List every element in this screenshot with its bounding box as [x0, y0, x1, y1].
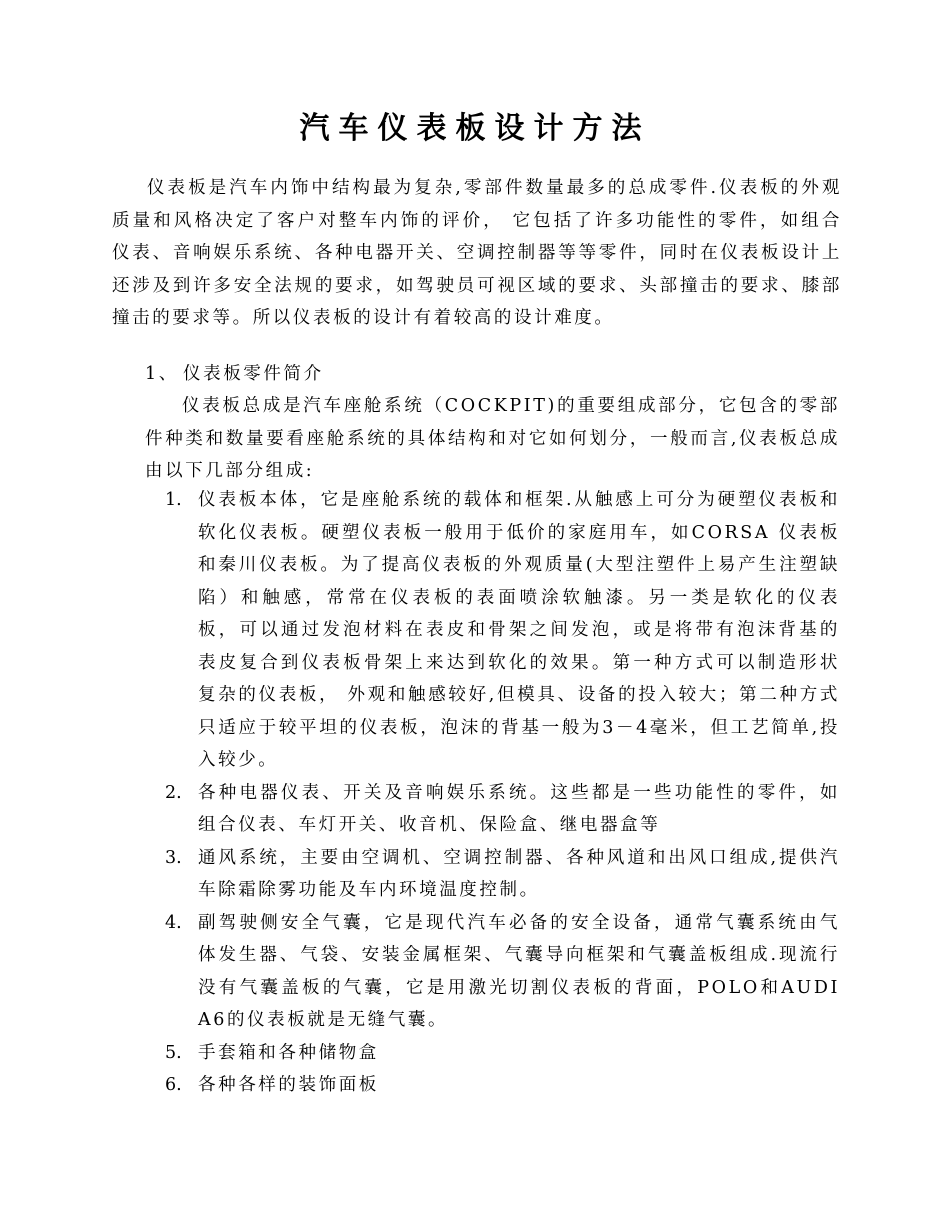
list-item	[165, 777, 840, 842]
list-item-number: 4.	[165, 912, 182, 933]
list-item-number: 3.	[165, 847, 182, 868]
list-item	[165, 1069, 840, 1102]
list-item	[165, 484, 840, 777]
list-item-text: 副驾驶侧安全气囊，它是现代汽车必备的安全设备，通常气囊系统由气体发生器、气袋、安装金属框架、气囊导向框架和气囊盖板组成.现流行没有气囊盖板的气囊，它是用激光切割仪表板的背面，POLO和AUDI A6的仪表板就是无缝气囊。	[198, 912, 840, 1030]
list-item-text: 手套箱和各种储物盒	[198, 1042, 379, 1063]
list-item-text: 各种电器仪表、开关及音响娱乐系统。这些都是一些功能性的零件，如组合仪表、车灯开关、收音机、保险盒、继电器盒等	[198, 782, 840, 835]
document-title: 汽车仪表板设计方法	[299, 111, 651, 146]
section-heading	[145, 360, 324, 385]
list-item-text: 各种各样的装饰面板	[198, 1075, 379, 1095]
section-number: 1、	[145, 364, 179, 384]
list-item	[165, 842, 840, 907]
list-item	[165, 907, 840, 1037]
list-item-number: 5.	[165, 1042, 182, 1063]
intro-paragraph: 仪表板是汽车内饰中结构最为复杂,零部件数量最多的总成零件.仪表板的外观质量和风格决定了客户对整车内饰的评价， 它包括了许多功能性的零件，如组合仪表、音响娱乐系统、各种电器开关、空调控制器等等零件，同时在仪表板设计上还涉及到许多安全法规的要求，如驾驶员可视区域的要求、头部撞击的要求、膝部撞击的要求等。所以仪表板的设计有着较高的设计难度。	[112, 178, 842, 328]
list-item-text: 仪表板本体，它是座舱系统的载体和框架.从触感上可分为硬塑仪表板和软化仪表板。硬塑仪表板一般用于低价的家庭用车，如CORSA 仪表板和秦川仪表板。为了提高仪表板的外观质量(大型注塑件上易产生注塑缺陷）和触感，常常在仪表板的表面喷涂软触漆。另一类是软化的仪表板，可以通过发泡材料在表皮和骨架之间发泡，或是将带有泡沫背基的表皮复合到仪表板骨架上来达到软化的效果。第一种方式可以制造形状复杂的仪表板， 外观和触感较好,但模具、设备的投入较大；第二种方式只适应于较平坦的仪表板，泡沫的背基一般为3－4毫米，但工艺简单,投入较少。	[198, 490, 840, 770]
list-item-number: 2.	[165, 782, 182, 803]
section-paragraph: 仪表板总成是汽车座舱系统（COCKPIT)的重要组成部分，它包含的零部件种类和数量要看座舱系统的具体结构和对它如何划分，一般而言,仪表板总成由以下几部分组成:	[145, 396, 840, 481]
list-item-text: 通风系统，主要由空调机、空调控制器、各种风道和出风口组成,提供汽车除霜除雾功能及车内环境温度控制。	[198, 847, 840, 900]
list-item	[165, 1037, 840, 1070]
list-item-number: 1.	[165, 490, 182, 510]
parts-list	[165, 484, 840, 1102]
list-item-number: 6.	[165, 1075, 182, 1095]
section-heading-text: 仪表板零件简介	[183, 364, 324, 384]
